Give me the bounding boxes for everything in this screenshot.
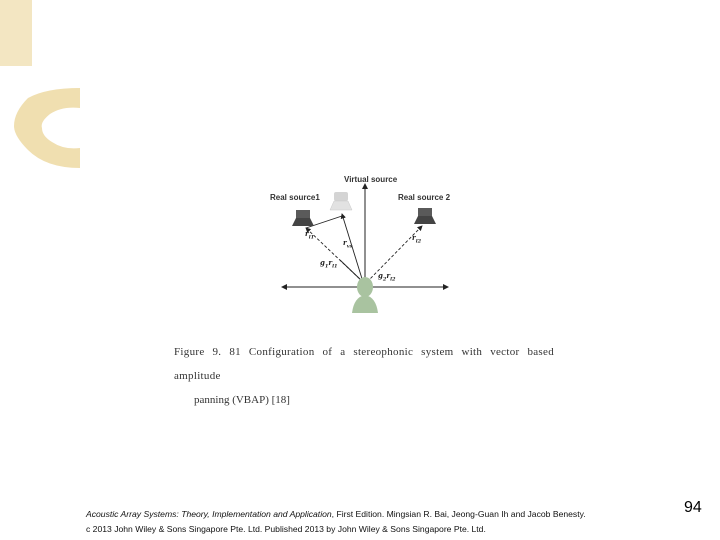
virtual-source-icon	[330, 192, 352, 210]
gain-g1-label: $g_1r_{l1}$	[320, 258, 338, 270]
citation-line-1	[86, 507, 686, 522]
decorative-corner-shape	[0, 0, 90, 190]
virtual-source-label: Virtual source	[344, 175, 398, 184]
citation-footer	[86, 507, 686, 537]
vector-r-vs-label: $r_{vs}$	[343, 238, 353, 250]
vbap-diagram	[270, 170, 460, 330]
citation-rest: , First Edition. Mingsian R. Bai, Jeong-Guan Ih and Jacob Benesty.	[331, 509, 586, 519]
figure-caption	[174, 340, 554, 412]
real-source-1-label: Real source1	[270, 193, 320, 202]
real-source-2-label: Real source 2	[398, 193, 451, 202]
vector-r-l1-label: $r_{l1}$	[305, 229, 315, 241]
vector-r-l2-label: $r_{l2}$	[412, 233, 422, 245]
speaker-2-icon	[414, 208, 436, 224]
book-title: Acoustic Array Systems: Theory, Implementation and Application	[86, 509, 332, 519]
listener-head-icon	[352, 277, 378, 313]
deco-rect-top	[0, 0, 32, 66]
speaker-1-icon	[292, 210, 314, 226]
copyright-line: c 2013 John Wiley & Sons Singapore Pte. Ltd. Published 2013 by John Wiley & Sons Singapore Pte. Ltd.	[86, 524, 486, 534]
page-number: 94	[684, 499, 702, 516]
figure-caption-line-1: Figure 9. 81 Configuration of a stereophonic system with vector based amplitude	[174, 346, 554, 382]
gain-g2-label: $g_2r_{l2}$	[378, 271, 396, 283]
figure-caption-line-2: panning (VBAP) [18]	[194, 394, 290, 406]
